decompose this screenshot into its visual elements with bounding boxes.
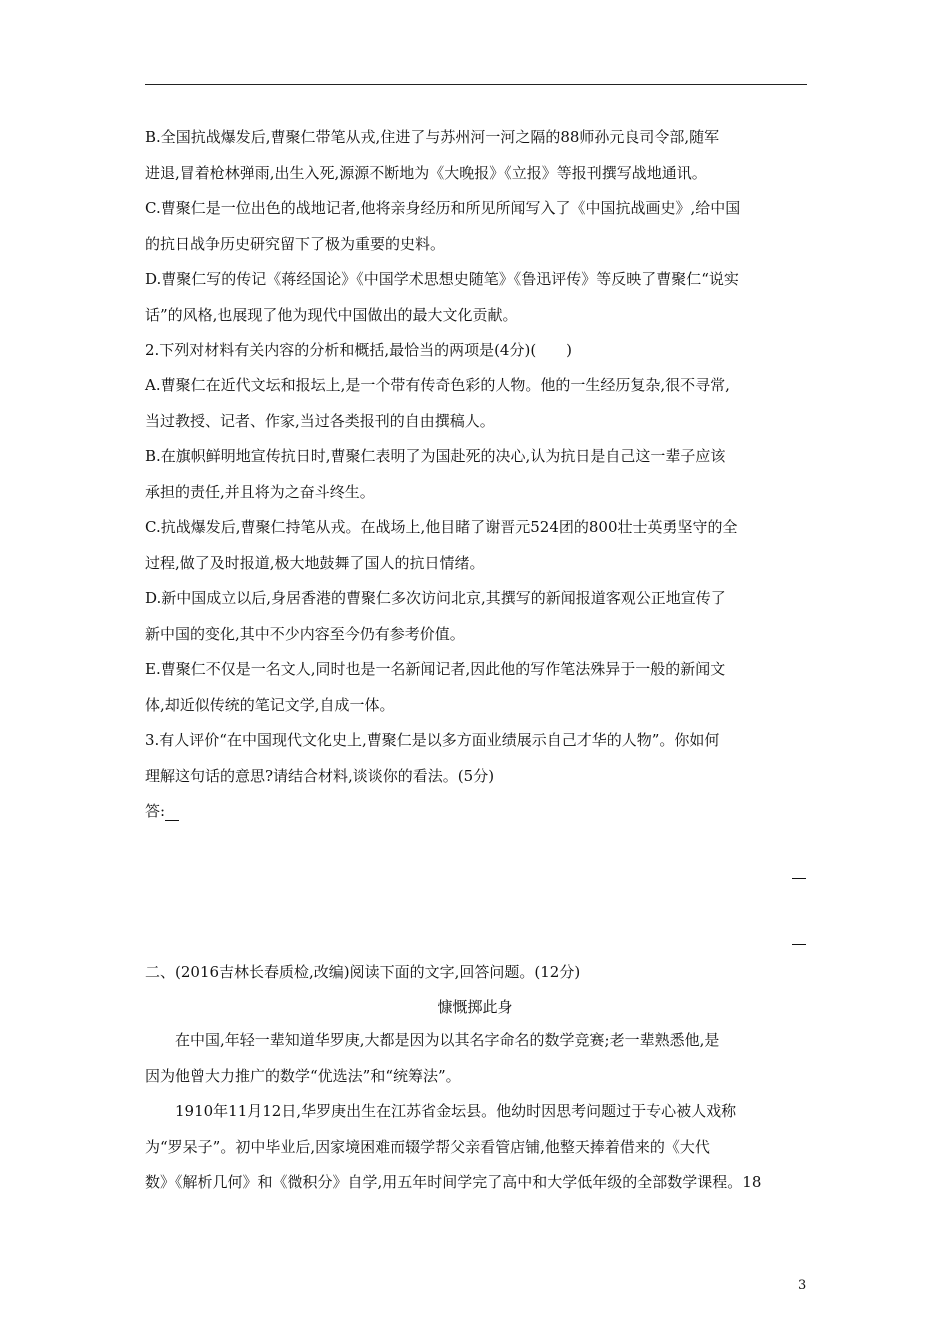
article-paragraph-1-line-2: 因为他曾大力推广的数学“优选法”和“统筹法”。 <box>145 1067 461 1085</box>
option-c-line-1: C.曹聚仁是一位出色的战地记者,他将亲身经历和所见所闻写入了《中国抗战画史》,给中国 <box>145 199 741 217</box>
section-2-header: 二、(2016吉林长春质检,改编)阅读下面的文字,回答问题。(12分) <box>145 963 581 981</box>
page-number: 3 <box>798 1278 807 1293</box>
answer-line-end-2 <box>792 944 806 945</box>
header-rule <box>145 84 807 85</box>
article-paragraph-1-line-1: 在中国,年轻一辈知道华罗庚,大都是因为以其名字命名的数学竞赛;老一辈熟悉他,是 <box>175 1031 720 1049</box>
question-2: 2.下列对材料有关内容的分析和概括,最恰当的两项是(4分)( ) <box>145 341 573 359</box>
option-d-line-1: D.曹聚仁写的传记《蒋经国论》《中国学术思想史随笔》《鲁迅评传》等反映了曹聚仁“说实 <box>145 270 739 288</box>
q2-option-c-line-2: 过程,做了及时报道,极大地鼓舞了国人的抗日情绪。 <box>145 554 485 572</box>
q2-option-a-line-2: 当过教授、记者、作家,当过各类报刊的自由撰稿人。 <box>145 412 495 430</box>
answer-blank[interactable] <box>165 805 179 821</box>
question-3-line-1: 3.有人评价“在中国现代文化史上,曹聚仁是以多方面业绩展示自己才华的人物”。你如何 <box>145 731 720 749</box>
q2-option-e-line-1: E.曹聚仁不仅是一名文人,同时也是一名新闻记者,因此他的写作笔法殊异于一般的新闻文 <box>145 660 726 678</box>
answer-label: 答: <box>145 802 166 820</box>
option-b-line-2: 进退,冒着枪林弹雨,出生入死,源源不断地为《大晚报》《立报》等报刊撰写战地通讯。 <box>145 164 707 182</box>
option-c-line-2: 的抗日战争历史研究留下了极为重要的史料。 <box>145 235 446 253</box>
article-title: 慷慨掷此身 <box>437 998 513 1016</box>
q2-option-c-line-1: C.抗战爆发后,曹聚仁持笔从戎。在战场上,他目睹了谢晋元524团的800壮士英勇坚守的全 <box>145 518 738 536</box>
answer-line-end-1 <box>792 878 806 879</box>
article-paragraph-2-line-1: 1910年11月12日,华罗庚出生在江苏省金坛县。他幼时因思考问题过于专心被人戏称 <box>175 1102 737 1120</box>
q2-option-b-line-2: 承担的责任,并且将为之奋斗终生。 <box>145 483 375 501</box>
q2-option-e-line-2: 体,却近似传统的笔记文学,自成一体。 <box>145 696 395 714</box>
option-d-line-2: 话”的风格,也展现了他为现代中国做出的最大文化贡献。 <box>145 306 518 324</box>
answer-row <box>145 801 179 821</box>
option-b-line-1: B.全国抗战爆发后,曹聚仁带笔从戎,住进了与苏州河一河之隔的88师孙元良司令部,随军 <box>145 128 720 146</box>
question-3-line-2: 理解这句话的意思?请结合材料,谈谈你的看法。(5分) <box>145 767 495 785</box>
article-paragraph-2-line-2: 为“罗呆子”。初中毕业后,因家境困难而辍学帮父亲看管店铺,他整天捧着借来的《大代 <box>145 1138 710 1156</box>
q2-option-d-line-2: 新中国的变化,其中不少内容至今仍有参考价值。 <box>145 625 465 643</box>
q2-option-b-line-1: B.在旗帜鲜明地宣传抗日时,曹聚仁表明了为国赴死的决心,认为抗日是自己这一辈子应该 <box>145 447 726 465</box>
article-paragraph-2-line-3: 数》《解析几何》和《微积分》自学,用五年时间学完了高中和大学低年级的全部数学课程。18 <box>145 1173 762 1191</box>
q2-option-d-line-1: D.新中国成立以后,身居香港的曹聚仁多次访问北京,其撰写的新闻报道客观公正地宣传了 <box>145 589 726 607</box>
q2-option-a-line-1: A.曹聚仁在近代文坛和报坛上,是一个带有传奇色彩的人物。他的一生经历复杂,很不寻常, <box>145 376 730 394</box>
